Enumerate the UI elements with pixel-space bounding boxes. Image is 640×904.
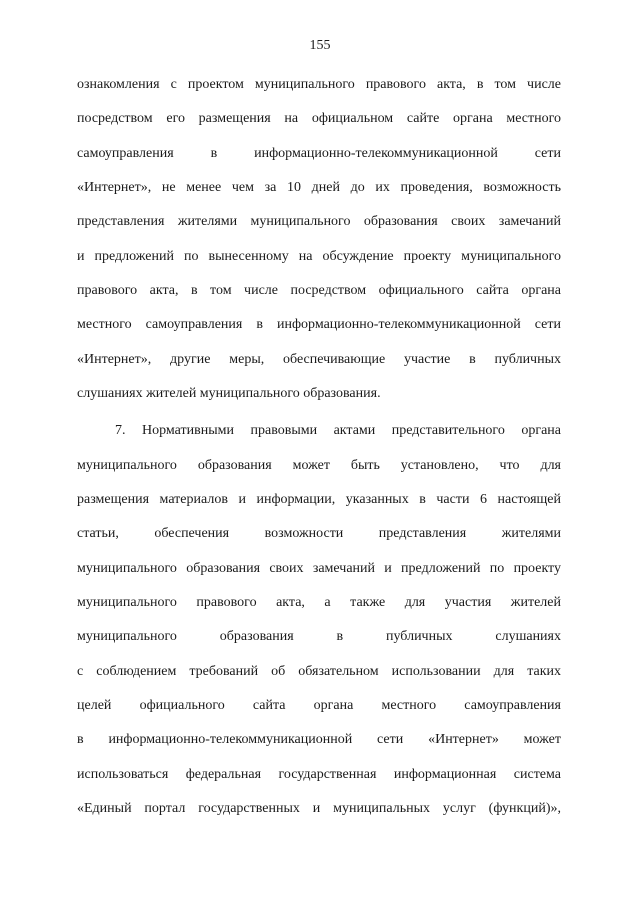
text-line: местного самоуправления в информационно-телекоммуникационной сети (77, 317, 561, 332)
text-line: муниципального образования в публичных слушаниях (77, 629, 561, 644)
text-line: в информационно-телекоммуникационной сети «Интернет» может (77, 732, 561, 747)
text-line: представления жителями муниципального образования своих замечаний (77, 214, 561, 229)
text-line: с соблюдением требований об обязательном использовании для таких (77, 664, 561, 679)
text-line: посредством его размещения на официальном сайте органа местного (77, 111, 561, 126)
text-line: «Интернет», другие меры, обеспечивающие участие в публичных (77, 352, 561, 367)
text-line: правового акта, в том числе посредством официального сайта органа (77, 283, 561, 298)
text-line: «Интернет», не менее чем за 10 дней до их проведения, возможность (77, 180, 561, 195)
text-line: самоуправления в информационно-телекоммуникационной сети (77, 146, 561, 161)
paragraph-start-line: 7. Нормативными правовыми актами представительного органа (115, 423, 561, 438)
text-line: «Единый портал государственных и муниципальных услуг (функций)», (77, 801, 561, 816)
text-line: размещения материалов и информации, указанных в части 6 настоящей (77, 492, 561, 507)
text-line: статьи, обеспечения возможности представления жителями (77, 526, 561, 541)
text-line: и предложений по вынесенному на обсуждение проекту муниципального (77, 249, 561, 264)
text-line: целей официального сайта органа местного самоуправления (77, 698, 561, 713)
page-number: 155 (309, 38, 331, 53)
text-line: муниципального правового акта, а также для участия жителей (77, 595, 561, 610)
text-line: муниципального образования своих замечаний и предложений по проекту (77, 561, 561, 576)
text-line: слушаниях жителей муниципального образования. (77, 386, 381, 401)
text-line: ознакомления с проектом муниципального правового акта, в том числе (77, 77, 561, 92)
text-line: муниципального образования может быть установлено, что для (77, 458, 561, 473)
text-line: использоваться федеральная государственная информационная система (77, 767, 561, 782)
